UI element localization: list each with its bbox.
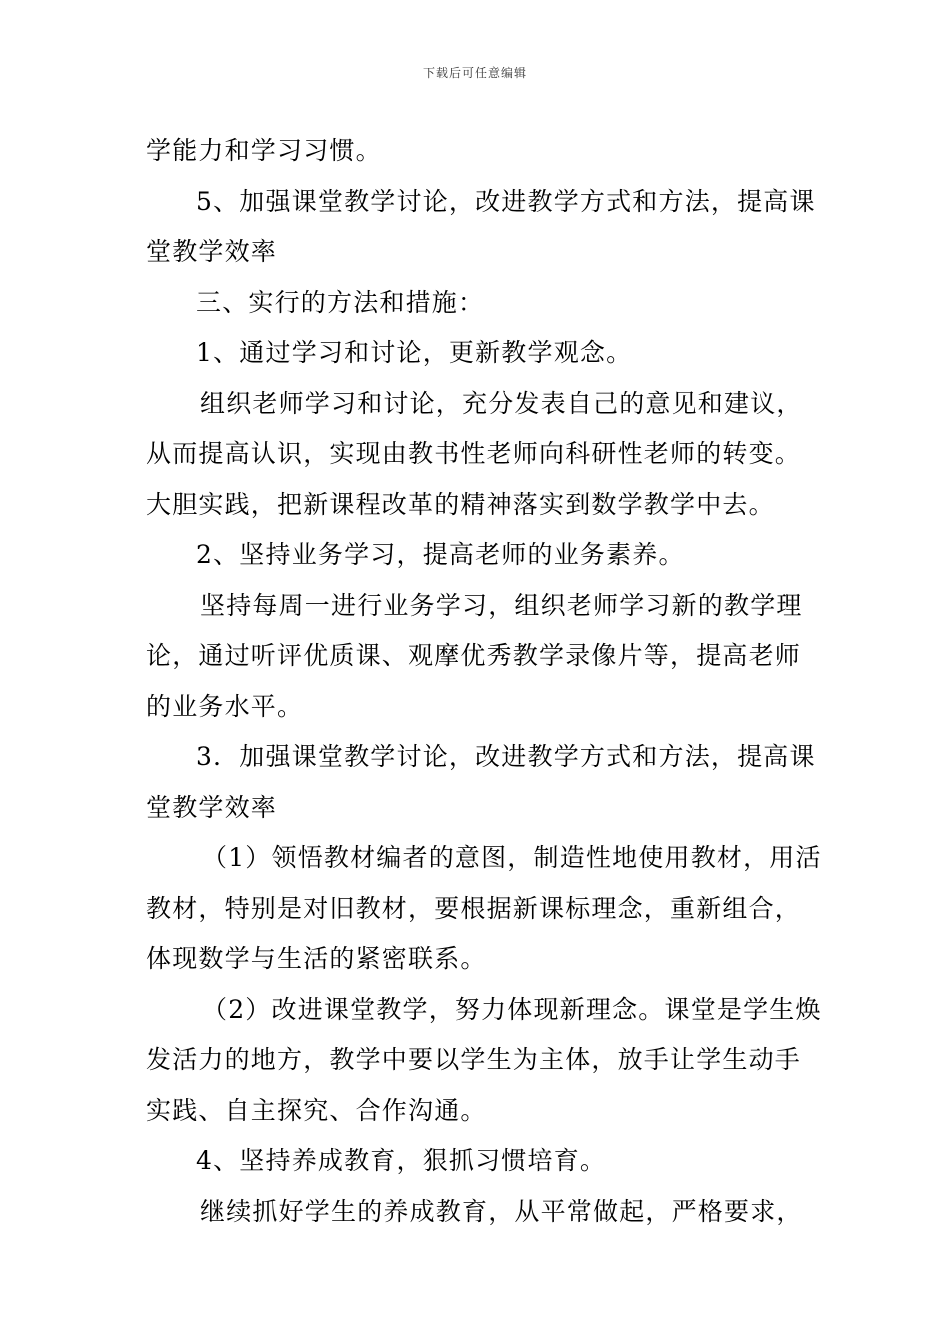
text-line: 从而提高认识，实现由教书性老师向科研性老师的转变。 (146, 439, 802, 468)
text-line: 论，通过听评优质课、观摩优秀教学录像片等，提高老师 (146, 641, 802, 670)
text-line: 堂教学效率 (146, 792, 278, 822)
list-item-heading: 4、坚持养成教育，狠抓习惯培育。 (196, 1146, 607, 1175)
paragraph-line: 组织老师学习和讨论，充分发表自己的意见和建议， (200, 388, 803, 418)
paragraph-line: 继续抓好学生的养成教育，从平常做起，严格要求， (200, 1196, 803, 1226)
paragraph-line: 坚持每周一进行业务学习，组织老师学习新的教学理 (200, 590, 803, 620)
text-line: 体现数学与生活的紧密联系。 (146, 944, 487, 973)
list-item-heading: 2、坚持业务学习，提高老师的业务素养。 (196, 540, 685, 569)
text-line: 学能力和学习习惯。 (146, 136, 382, 165)
text-line: 发活力的地方，教学中要以学生为主体，放手让学生动手 (146, 1045, 802, 1074)
paragraph-line: （1）领悟教材编者的意图，制造性地使用教材，用活 (202, 843, 822, 872)
text-line: 大胆实践，把新课程改革的精神落实到数学教学中去。 (146, 489, 775, 519)
text-line: 堂教学效率 (146, 237, 278, 266)
paragraph-line: （2）改进课堂教学，努力体现新理念。课堂是学生焕 (202, 994, 822, 1024)
list-item-heading: 1、通过学习和讨论，更新教学观念。 (196, 338, 633, 367)
text-line: 的业务水平。 (146, 691, 304, 721)
list-item-heading: 3．加强课堂教学讨论，改进教学方式和方法，提高课 (196, 742, 816, 771)
text-line: 教材，特别是对旧教材，要根据新课标理念，重新组合， (146, 893, 802, 923)
section-heading: 三、实行的方法和措施： (196, 287, 485, 317)
page-header: 下载后可任意编辑 (422, 66, 527, 80)
text-line: 实践、自主探究、合作沟通。 (146, 1095, 487, 1125)
document-body (146, 126, 822, 1237)
list-item-heading: 5、加强课堂教学讨论，改进教学方式和方法，提高课 (196, 186, 816, 216)
